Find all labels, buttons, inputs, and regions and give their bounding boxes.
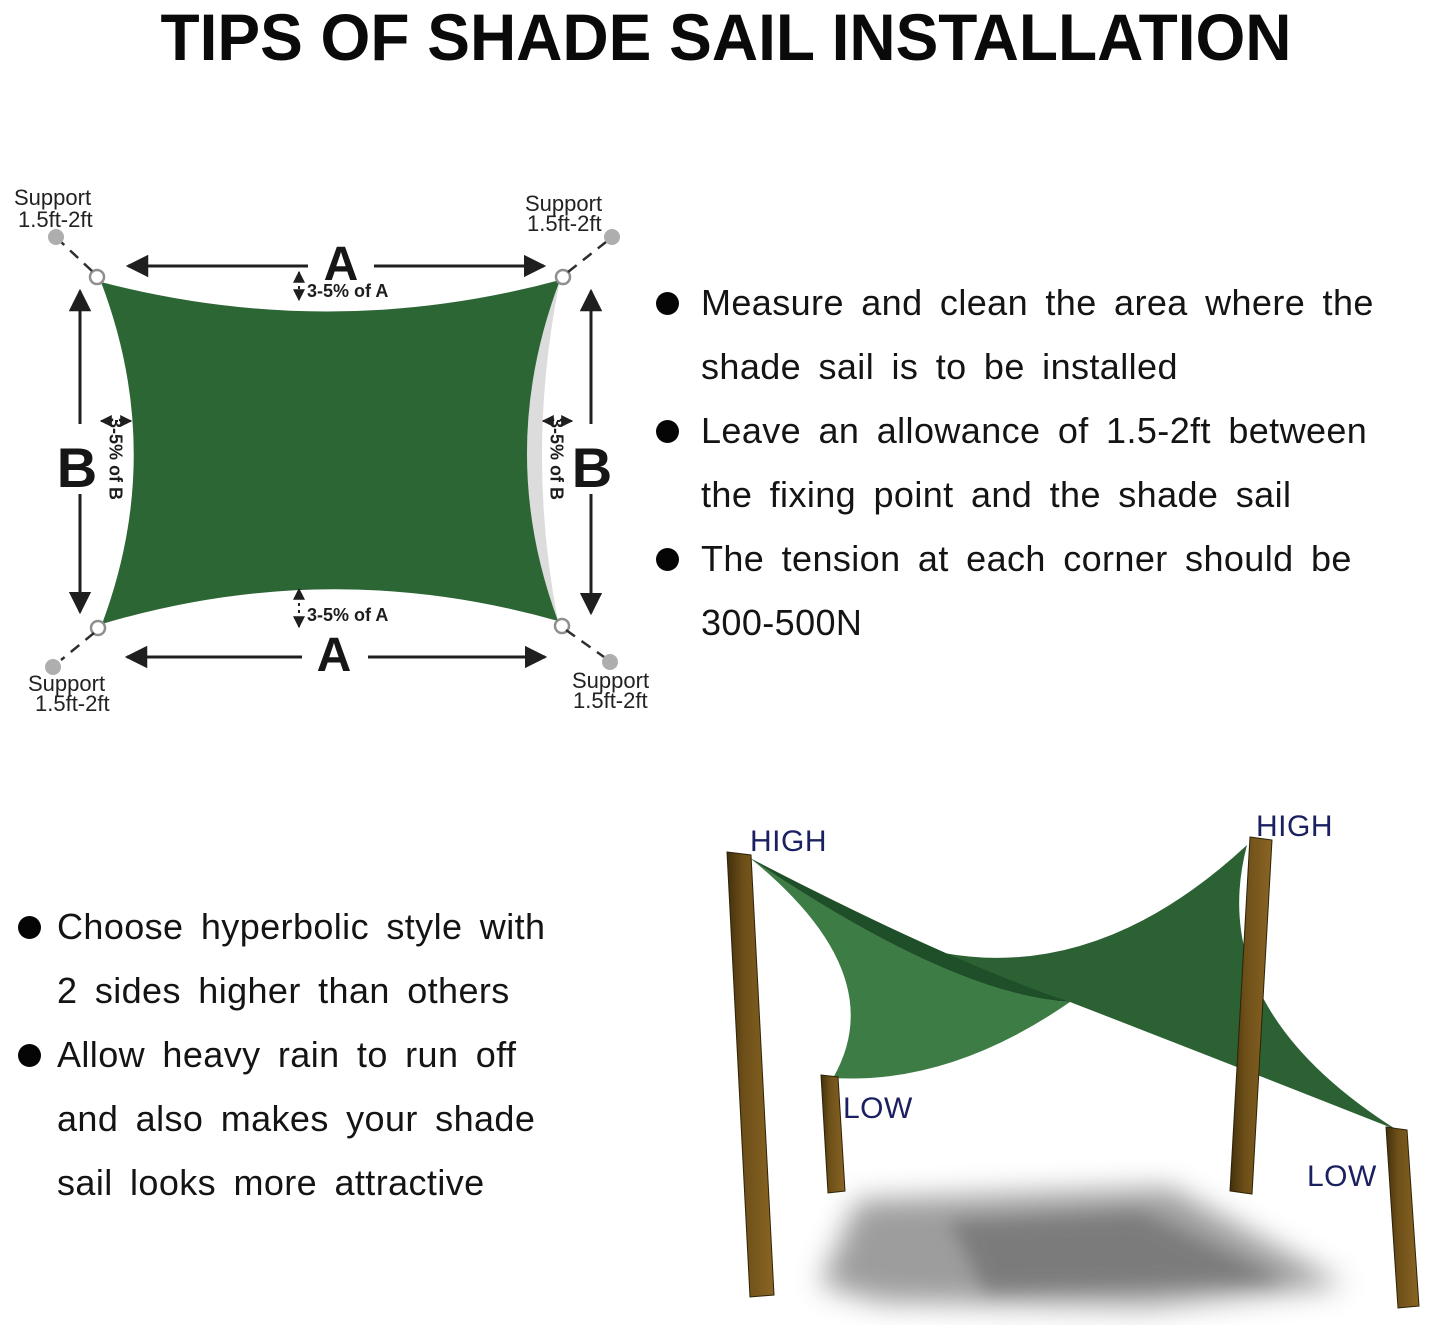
- corner-ring-icon: [90, 270, 104, 284]
- post-low-left: [821, 1075, 845, 1193]
- support-label: 1.5ft-2ft: [527, 211, 602, 236]
- bullet-line: and also makes your shade: [57, 1098, 536, 1139]
- low-label: LOW: [1307, 1160, 1377, 1193]
- support-tether-line: [566, 630, 604, 657]
- list-item: [656, 527, 1452, 655]
- post-high-left: [727, 852, 774, 1297]
- list-item: [8, 895, 668, 1023]
- bullet-icon: [656, 420, 679, 443]
- corner-ring-icon: [556, 270, 570, 284]
- bullet-line: the fixing point and the shade sail: [701, 474, 1292, 515]
- pct-b-label: 3-5% of B: [105, 417, 126, 501]
- support-label: Support: [28, 671, 106, 696]
- bullet-icon: [656, 292, 679, 315]
- dim-a-label: A: [316, 629, 352, 682]
- high-label: HIGH: [1256, 810, 1333, 843]
- style-tips-list: [8, 895, 668, 1215]
- pct-a-label: 3-5% of A: [307, 281, 389, 301]
- list-item: [656, 271, 1452, 399]
- list-item: [656, 399, 1452, 527]
- installation-tips-list: [656, 271, 1452, 655]
- pct-b-label: 3-5% of B: [546, 417, 567, 501]
- bullet-line: 300-500N: [701, 602, 863, 643]
- bullet-line: Allow heavy rain to run off: [57, 1034, 517, 1075]
- hyperbolic-sail-illustration: [680, 780, 1452, 1325]
- bullet-line: Choose hyperbolic style with: [57, 906, 546, 947]
- support-label: Support: [572, 668, 650, 693]
- support-label: Support: [14, 185, 92, 210]
- support-anchor-dot: [604, 229, 620, 245]
- dim-b-label: B: [56, 436, 98, 499]
- dim-b-label: B: [571, 436, 613, 499]
- page-title: TIPS OF SHADE SAIL INSTALLATION: [160, 0, 1292, 74]
- sail-dark-panel: [750, 845, 1397, 1130]
- support-tether-line: [61, 633, 94, 660]
- shade-sail-shape: [101, 280, 560, 624]
- list-item: [8, 1023, 668, 1215]
- bullet-line: shade sail is to be installed: [701, 346, 1178, 387]
- support-label: Support: [525, 191, 603, 216]
- bullet-icon: [18, 1044, 41, 1067]
- support-tether-line: [568, 242, 606, 272]
- bullet-icon: [18, 916, 41, 939]
- support-label: 1.5ft-2ft: [35, 691, 110, 716]
- bullet-line: 2 sides higher than others: [57, 970, 510, 1011]
- bullet-line: The tension at each corner should be: [701, 538, 1352, 579]
- bullet-line: Leave an allowance of 1.5-2ft between: [701, 410, 1368, 451]
- bullet-line: sail looks more attractive: [57, 1162, 485, 1203]
- shade-sail-measurement-diagram: [0, 150, 700, 760]
- support-label: 1.5ft-2ft: [18, 207, 93, 232]
- support-tether-line: [60, 241, 92, 271]
- bullet-icon: [656, 548, 679, 571]
- low-label: LOW: [843, 1092, 913, 1125]
- bullet-line: Measure and clean the area where the: [701, 282, 1374, 323]
- pct-a-label: 3-5% of A: [307, 605, 389, 625]
- support-label: 1.5ft-2ft: [573, 688, 648, 713]
- high-label: HIGH: [750, 825, 827, 858]
- post-low-right: [1386, 1127, 1419, 1308]
- dim-a-label: A: [323, 238, 359, 291]
